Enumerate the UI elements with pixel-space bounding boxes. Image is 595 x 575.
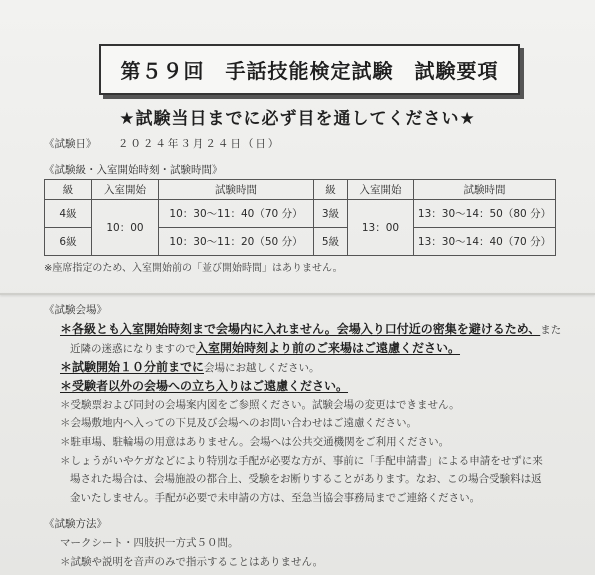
entry-time-cell: 10：00 [92, 200, 159, 256]
venue-heading: 《試験会場》 [44, 304, 107, 316]
grade-cell: 3級 [314, 200, 348, 228]
venue-rule-1 [60, 322, 561, 337]
venue-rule-1-cont-a: 近隣の迷惑になりますので [70, 343, 196, 355]
venue-rule-7-cont1: 場された場合は、会場施設の都合上、受験をお断りすることがあります。なお、この場合受験料は返 [70, 473, 542, 485]
exam-date-value: ２０２４年３月２４日（日） [117, 138, 281, 150]
schedule-header-row [45, 180, 556, 200]
header-duration: 試験時間 [414, 180, 556, 200]
table-row [45, 200, 556, 228]
venue-rule-2-b: 会場にお越しください。 [204, 362, 320, 374]
schedule-note: ※座席指定のため、入室開始前の「並び開始時間」はありません。 [44, 263, 343, 274]
venue-rule-1-cont-b: 入室開始時刻より前のご来場はご遠慮ください。 [196, 341, 461, 355]
venue-rule-2-a: ＊試験開始１０分前までに [60, 360, 205, 374]
duration-cell: 10：30～11：20（50 分） [159, 228, 314, 256]
venue-rule-1-text: ＊各級とも入室開始時刻まで会場内に入れません。会場入り口付近の密集を避けるため、 [60, 322, 541, 336]
header-entry: 入室開始 [92, 180, 159, 200]
header-grade: 級 [45, 180, 92, 200]
venue-rule-1-tail: また [540, 324, 562, 336]
schedule-heading: 《試験級・入室開始時刻・試験時間》 [44, 164, 223, 176]
document-title: 第５９回 手話技能検定試験 試験要項 [99, 44, 520, 95]
venue-rule-4: ＊受験票および同封の会場案内図をご参照ください。試験会場の変更はできません。 [60, 399, 460, 411]
entry-time-cell: 13：00 [348, 200, 414, 256]
exam-date-heading: 《試験日》 [44, 138, 97, 150]
document-subtitle: ★試験当日までに必ず目を通してください★ [119, 109, 476, 129]
method-line-2: ＊試験や説明を音声のみで指示することはありません。 [60, 556, 324, 568]
grade-cell: 4級 [45, 200, 92, 228]
venue-rule-7-cont2: 金いたしません。手配が必要で未申請の方は、至急当協会事務局までご連絡ください。 [70, 492, 481, 504]
duration-cell: 13：30～14：50（80 分） [414, 200, 556, 228]
venue-rule-2 [60, 360, 320, 375]
exam-date-row [44, 137, 280, 151]
venue-rule-5: ＊会場敷地内へ入っての下見及び会場へのお問い合わせはご遠慮ください。 [60, 417, 417, 429]
venue-rule-7: ＊しょうがいやケガなどにより特別な手配が必要な方が、事前に「手配申請書」による申請をせずに来 [60, 455, 543, 467]
venue-rule-6: ＊駐車場、駐輪場の用意はありません。会場へは公共交通機関をご利用ください。 [60, 436, 450, 448]
grade-cell: 6級 [45, 228, 92, 256]
paper-fold [0, 293, 595, 295]
duration-cell: 10：30～11：40（70 分） [159, 200, 314, 228]
venue-rule-1-cont [70, 341, 460, 356]
header-duration: 試験時間 [159, 180, 314, 200]
method-heading: 《試験方法》 [44, 518, 107, 530]
method-line-1: マークシート・四肢択一方式５０問。 [60, 537, 239, 549]
schedule-table [44, 179, 556, 256]
venue-rule-3: ＊受験者以外の会場への立ち入りはご遠慮ください。 [60, 379, 349, 393]
header-grade: 級 [314, 180, 348, 200]
duration-cell: 13：30～14：40（70 分） [414, 228, 556, 256]
header-entry: 入室開始 [348, 180, 414, 200]
grade-cell: 5級 [314, 228, 348, 256]
